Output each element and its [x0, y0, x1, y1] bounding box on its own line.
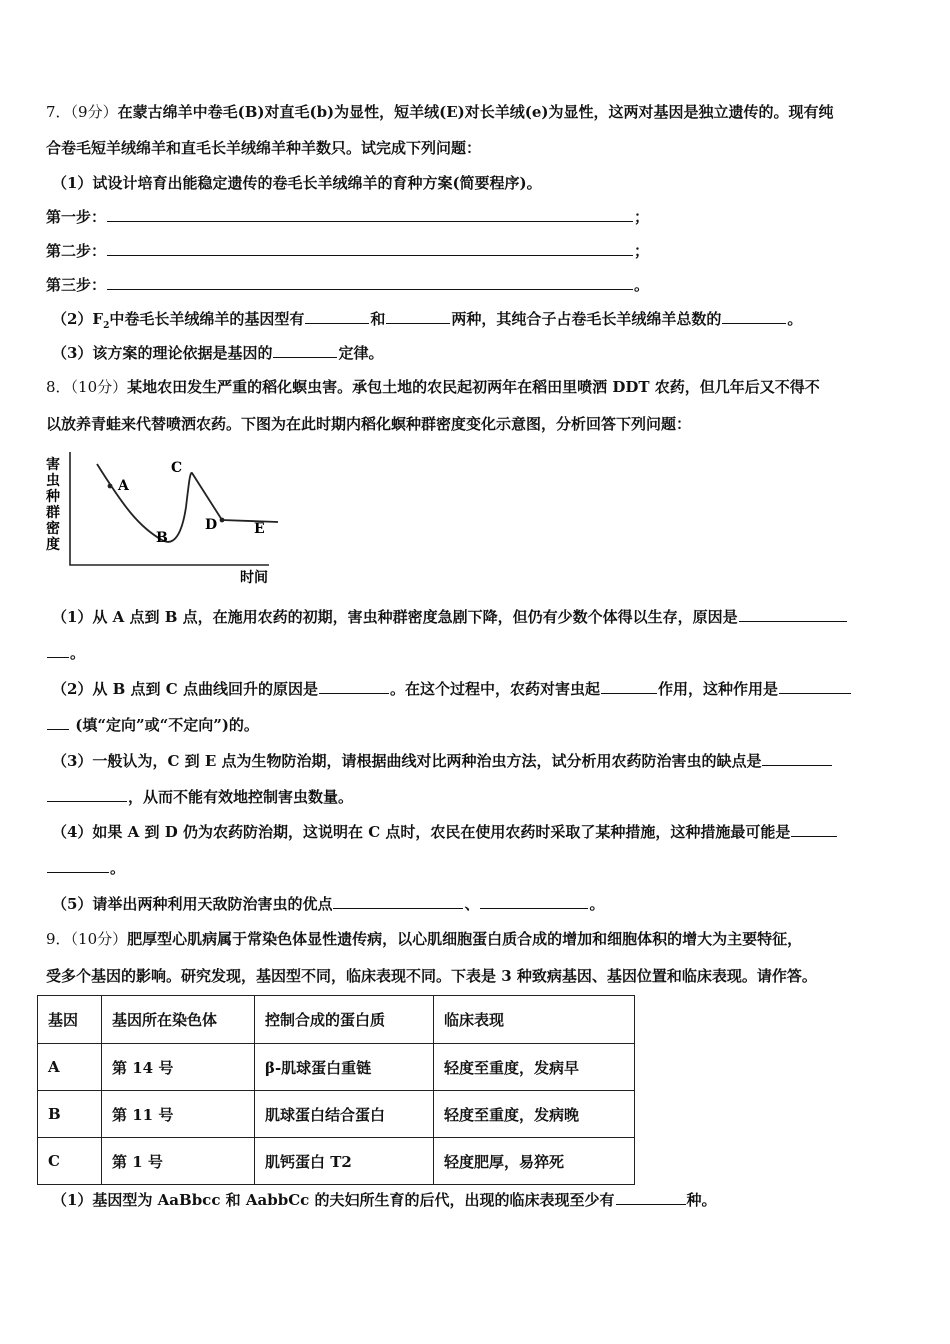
q7-stem-line1	[46, 102, 906, 122]
q8-p1-a: （1）从 A 点到 B 点，在施用农药的初期，害虫种群密度急剧下降，但仍有少数个体得以生存，原因是	[52, 608, 738, 626]
q7-step3	[46, 275, 906, 295]
table-cell: β-肌球蛋白重链	[255, 1044, 434, 1091]
q8-p1-b: 。	[70, 644, 86, 662]
q9-stem-line2: 受多个基因的影响。研究发现，基因型不同，临床表现不同。下表是 3 种致病基因、基因位置和临床表现。请作答。	[46, 967, 817, 985]
q8-stem-line1	[46, 377, 906, 397]
q7-p3-blank[interactable]	[273, 343, 337, 358]
table-header-cell: 基因所在染色体	[102, 996, 255, 1044]
q9-part1	[52, 1190, 906, 1210]
table-header-cell: 控制合成的蛋白质	[255, 996, 434, 1044]
step3-blank[interactable]	[107, 275, 633, 290]
q8-p4-blank-cont[interactable]	[47, 858, 109, 873]
q7-part3	[52, 343, 906, 363]
q8-p5-blank1[interactable]	[333, 894, 463, 909]
table-cell: B	[38, 1091, 102, 1138]
table-header-cell: 临床表现	[434, 996, 635, 1044]
q9-p1-blank[interactable]	[616, 1190, 686, 1205]
q7-p2-blank3[interactable]	[722, 309, 786, 324]
table-cell: 第 1 号	[102, 1138, 255, 1185]
y-label-char: 种	[46, 489, 60, 505]
step1-label: 第一步：	[46, 208, 107, 226]
q8-p2-b: 。在这个过程中，农药对害虫起	[389, 680, 600, 698]
y-label-char: 害	[46, 457, 60, 473]
q8-p2-blank2[interactable]	[601, 679, 657, 694]
q8-part2-line1	[52, 679, 906, 699]
table-cell: 肌钙蛋白 T2	[255, 1138, 434, 1185]
q7-p3-b: 定律。	[338, 344, 384, 362]
point-e-label: E	[254, 521, 265, 537]
q8-part3-line2	[46, 787, 906, 807]
table-row	[38, 1138, 635, 1185]
q8-p2-a: （2）从 B 点到 C 点曲线回升的原因是	[52, 680, 318, 698]
y-label-char: 度	[46, 537, 60, 553]
q8-p1-blank[interactable]	[739, 607, 847, 622]
q8-p2-blank1[interactable]	[319, 679, 389, 694]
q8-part2-line2	[46, 715, 906, 735]
point-d-dot	[220, 518, 225, 523]
q8-part3-line1	[52, 751, 906, 771]
q8-part4-line1	[52, 822, 906, 842]
q8-p2-blank3[interactable]	[779, 679, 851, 694]
y-label-char: 密	[46, 521, 60, 537]
table-header-cell: 基因	[38, 996, 102, 1044]
q7-number: 7．（9分）	[46, 103, 118, 121]
point-c-label: C	[171, 460, 183, 476]
table-row	[38, 1044, 635, 1091]
q9-number: 9．（10分）	[46, 930, 128, 948]
point-a-label: A	[118, 478, 129, 494]
table-header-row	[38, 996, 635, 1044]
q8-p4-a: （4）如果 A 到 D 仍为农药防治期，这说明在 C 点时，农民在使用农药时采取了某种措施，这种措施最可能是	[52, 823, 791, 841]
q8-p2-blank3-cont[interactable]	[47, 715, 69, 730]
step2-end: ；	[634, 242, 650, 260]
point-a-dot	[108, 484, 113, 489]
step1-blank[interactable]	[107, 207, 633, 222]
q8-p5-c: 。	[589, 895, 605, 913]
q8-p2-d: (填“定向”或“不定向”)的。	[70, 716, 259, 734]
q8-p3-blank-cont[interactable]	[47, 787, 127, 802]
table-cell: 第 14 号	[102, 1044, 255, 1091]
gene-table	[37, 995, 635, 1185]
pest-density-graph	[44, 452, 284, 587]
q8-p4-blank[interactable]	[791, 822, 837, 837]
table-cell: 第 11 号	[102, 1091, 255, 1138]
q8-part5	[52, 894, 906, 914]
q7-p2-d: 两种，其纯合子占卷毛长羊绒绵羊总数的	[451, 310, 722, 328]
q8-p1-blank-cont[interactable]	[47, 643, 69, 658]
table-cell: 肌球蛋白结合蛋白	[255, 1091, 434, 1138]
q7-stem-text1: 在蒙古绵羊中卷毛(B)对直毛(b)为显性，短羊绒(E)对长羊绒(e)为显性，这两对基因是独立遗传的。现有纯	[117, 103, 834, 121]
step3-label: 第三步：	[46, 276, 107, 294]
q8-p3-b: ，从而不能有效地控制害虫数量。	[128, 788, 354, 806]
point-b-label: B	[156, 530, 168, 546]
q8-p4-b: 。	[110, 859, 126, 877]
q7-part2	[52, 309, 906, 336]
q7-stem-line2: 合卷毛短羊绒绵羊和直毛长羊绒绵羊种羊数只。试完成下列问题：	[46, 139, 482, 157]
q8-number: 8．（10分）	[46, 378, 128, 396]
graph-y-label	[45, 456, 60, 553]
q8-p3-blank[interactable]	[762, 751, 832, 766]
table-cell: 轻度至重度，发病晚	[434, 1091, 635, 1138]
q7-p3-a: （3）该方案的理论依据是基因的	[52, 344, 273, 362]
point-d-label: D	[205, 517, 218, 533]
q7-p2-blank1[interactable]	[305, 309, 369, 324]
q8-part1-line1	[52, 607, 906, 627]
q8-p5-a: （5）请举出两种利用天敌防治害虫的优点	[52, 895, 333, 913]
q7-p2-c: 和	[370, 310, 386, 328]
q8-p2-c: 作用，这种作用是	[657, 680, 778, 698]
table-row	[38, 1091, 635, 1138]
y-label-char: 虫	[46, 473, 60, 489]
q9-p1-b: 种。	[686, 1191, 717, 1209]
step1-end: ；	[634, 208, 650, 226]
q8-p5-b: 、	[464, 895, 480, 913]
q7-p2-sub: 2	[103, 321, 110, 331]
step2-label: 第二步：	[46, 242, 107, 260]
q9-stem-line1	[46, 929, 906, 949]
graph-x-label: 时间	[240, 570, 268, 586]
q7-p2-a: （2）F	[52, 310, 104, 328]
q8-part1-line2	[46, 643, 906, 663]
q8-p5-blank2[interactable]	[480, 894, 588, 909]
q7-p2-e: 。	[787, 310, 803, 328]
step2-blank[interactable]	[107, 241, 633, 256]
q8-p3-a: （3）一般认为，C 到 E 点为生物防治期，请根据曲线对比两种治虫方法，试分析用农药防治害虫的缺点是	[52, 752, 762, 770]
step3-end: 。	[634, 276, 650, 294]
q7-step1	[46, 207, 906, 227]
q7-part1: （1）试设计培育出能稳定遗传的卷毛长羊绒绵羊的育种方案(简要程序)。	[52, 174, 542, 192]
q8-stem-text1: 某地农田发生严重的稻化螟虫害。承包土地的农民起初两年在稻田里喷洒 DDT 农药，但几年后又不得不	[127, 378, 820, 396]
q9-stem-text1: 肥厚型心肌病属于常染色体显性遗传病，以心肌细胞蛋白质合成的增加和细胞体积的增大为主要特征，	[127, 930, 803, 948]
table-cell: 轻度至重度，发病早	[434, 1044, 635, 1091]
q8-part4-line2	[46, 858, 906, 878]
q8-stem-line2: 以放养青蛙来代替喷洒农药。下图为在此时期内稻化螟种群密度变化示意图，分析回答下列问题：	[46, 415, 692, 433]
y-label-char: 群	[46, 505, 60, 521]
table-cell: A	[38, 1044, 102, 1091]
q9-p1-a: （1）基因型为 AaBbcc 和 AabbCc 的夫妇所生育的后代，出现的临床表现至少有	[52, 1191, 615, 1209]
table-cell: 轻度肥厚，易猝死	[434, 1138, 635, 1185]
table-cell: C	[38, 1138, 102, 1185]
q7-step2	[46, 241, 906, 261]
q7-p2-blank2[interactable]	[386, 309, 450, 324]
q7-p2-b: 中卷毛长羊绒绵羊的基因型有	[109, 310, 305, 328]
density-curve	[97, 464, 278, 542]
